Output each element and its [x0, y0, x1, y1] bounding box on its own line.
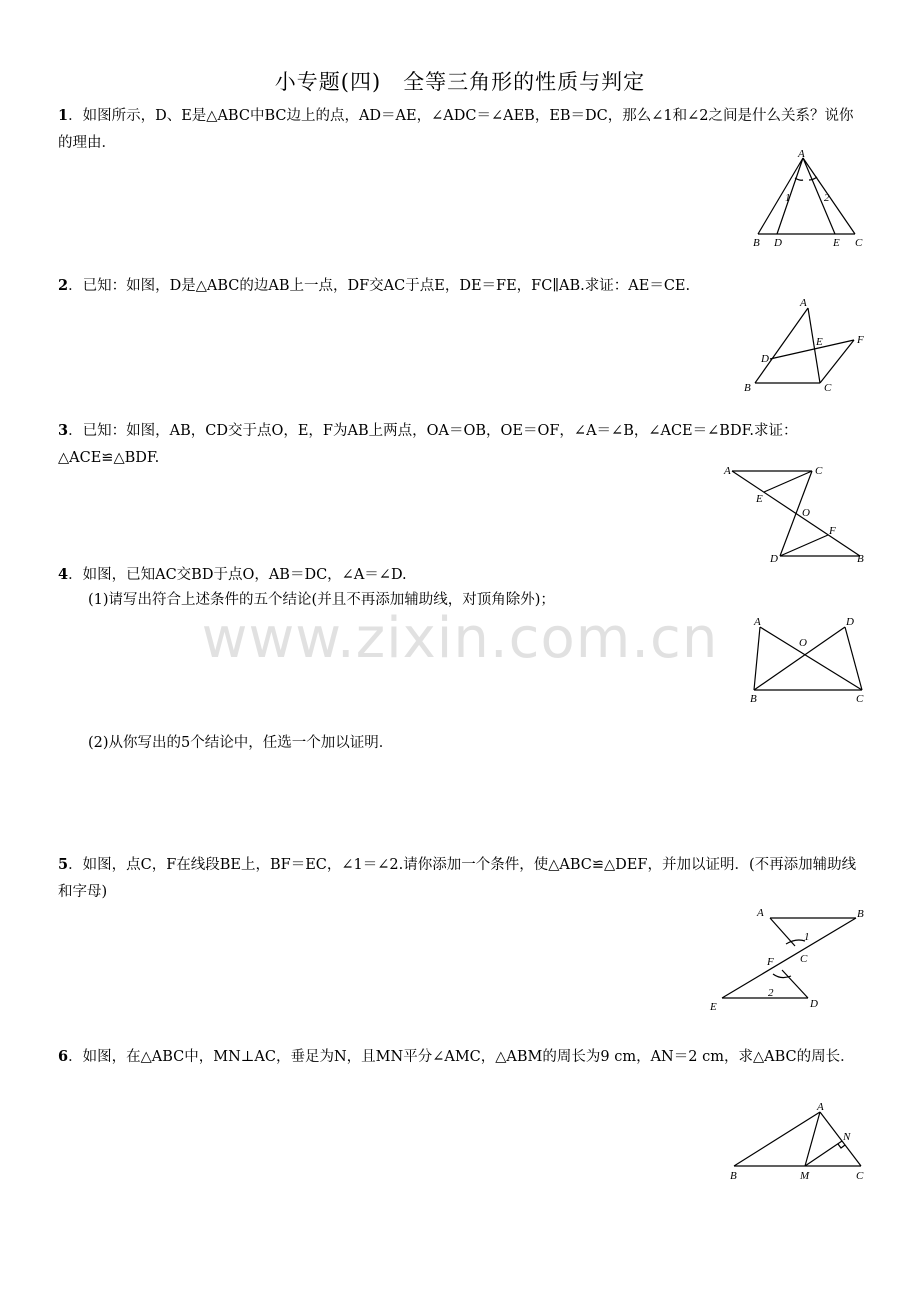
label-M: M: [800, 1170, 810, 1182]
label-E: E: [756, 493, 763, 505]
label-A: A: [800, 297, 807, 309]
problem-number: 6: [58, 1048, 69, 1065]
label-O: O: [802, 507, 810, 519]
figure-3: [720, 458, 870, 570]
label-C: C: [856, 693, 864, 705]
label-angle-1: 1: [804, 931, 810, 943]
label-D: D: [810, 998, 818, 1010]
label-angle-2: 2: [768, 987, 774, 999]
problem-number: 5: [58, 856, 69, 873]
problem-text: ．已知：如图，AB，CD交于点O，E，F为AB上两点，OA＝OB，OE＝OF，∠A＝∠B，∠ACE＝∠BDF.求证：△ACE≌△BDF.: [58, 423, 798, 466]
label-C: C: [856, 1170, 864, 1182]
label-D: D: [846, 616, 854, 628]
label-N: N: [843, 1131, 851, 1143]
label-E: E: [833, 237, 840, 249]
label-B: B: [730, 1170, 737, 1182]
problem-6: [58, 1043, 866, 1071]
label-B: B: [857, 553, 864, 565]
watermark: www.zixin.com.cn: [201, 606, 719, 671]
problem-text: ．如图所示，D、E是△ABC中BC边上的点，AD＝AE，∠ADC＝∠AEB，EB＝DC，那么∠1和∠2之间是什么关系？说你的理由．: [58, 108, 854, 151]
label-F: F: [829, 525, 836, 537]
label-C: C: [855, 237, 863, 249]
page-title: 小专题(四) 全等三角形的性质与判定: [274, 70, 646, 94]
label-A: A: [757, 907, 764, 919]
problem-number: 1: [58, 107, 69, 124]
label-B: B: [750, 693, 757, 705]
figure-1-triangle: [740, 148, 870, 253]
label-angle-1: 1: [785, 192, 791, 204]
figure-2: [740, 295, 870, 400]
label-B: B: [753, 237, 760, 249]
label-C: C: [824, 382, 832, 394]
label-D: D: [774, 237, 782, 249]
label-O: O: [799, 637, 807, 649]
problem-4: [58, 561, 866, 589]
problem-5: [58, 851, 866, 906]
label-B: B: [744, 382, 751, 394]
label-A: A: [817, 1101, 824, 1113]
label-B: B: [857, 908, 864, 920]
problem-text: ．已知：如图，D是△ABC的边AB上一点，DF交AC于点E，DE＝FE，FC∥AB.求证：AE＝CE.: [68, 278, 691, 294]
label-E: E: [710, 1001, 717, 1013]
problem-text: ．如图，已知AC交BD于点O，AB＝DC，∠A＝∠D.: [68, 567, 407, 583]
figure-5: [700, 900, 875, 1015]
label-E: E: [816, 336, 823, 348]
problem-number: 2: [58, 277, 69, 294]
problem-number: 4: [58, 566, 69, 583]
label-angle-2: 2: [824, 192, 830, 204]
label-A: A: [724, 465, 731, 477]
label-F: F: [857, 334, 864, 346]
label-C: C: [800, 953, 808, 965]
problem-text: ．如图，在△ABC中，MN⊥AC，垂足为N，且MN平分∠AMC，△ABM的周长为9 cm，AN＝2 cm，求△ABC的周长．: [68, 1049, 855, 1065]
problem-4-part-1: (1)请写出符合上述条件的五个结论(并且不再添加辅助线，对顶角除外)；: [88, 592, 555, 608]
problem-number: 3: [58, 422, 69, 439]
label-A: A: [754, 616, 761, 628]
label-F: F: [767, 956, 774, 968]
label-D: D: [770, 553, 778, 565]
label-D: D: [761, 353, 769, 365]
figure-6: [725, 1098, 875, 1190]
problem-4-part-2: (2)从你写出的5个结论中，任选一个加以证明．: [88, 735, 394, 751]
label-A: A: [798, 148, 805, 160]
problem-text: ．如图，点C，F在线段BE上，BF＝EC，∠1＝∠2.请你添加一个条件，使△ABC≌△DEF，并加以证明．(不再添加辅助线和字母): [58, 857, 857, 900]
label-C: C: [815, 465, 823, 477]
